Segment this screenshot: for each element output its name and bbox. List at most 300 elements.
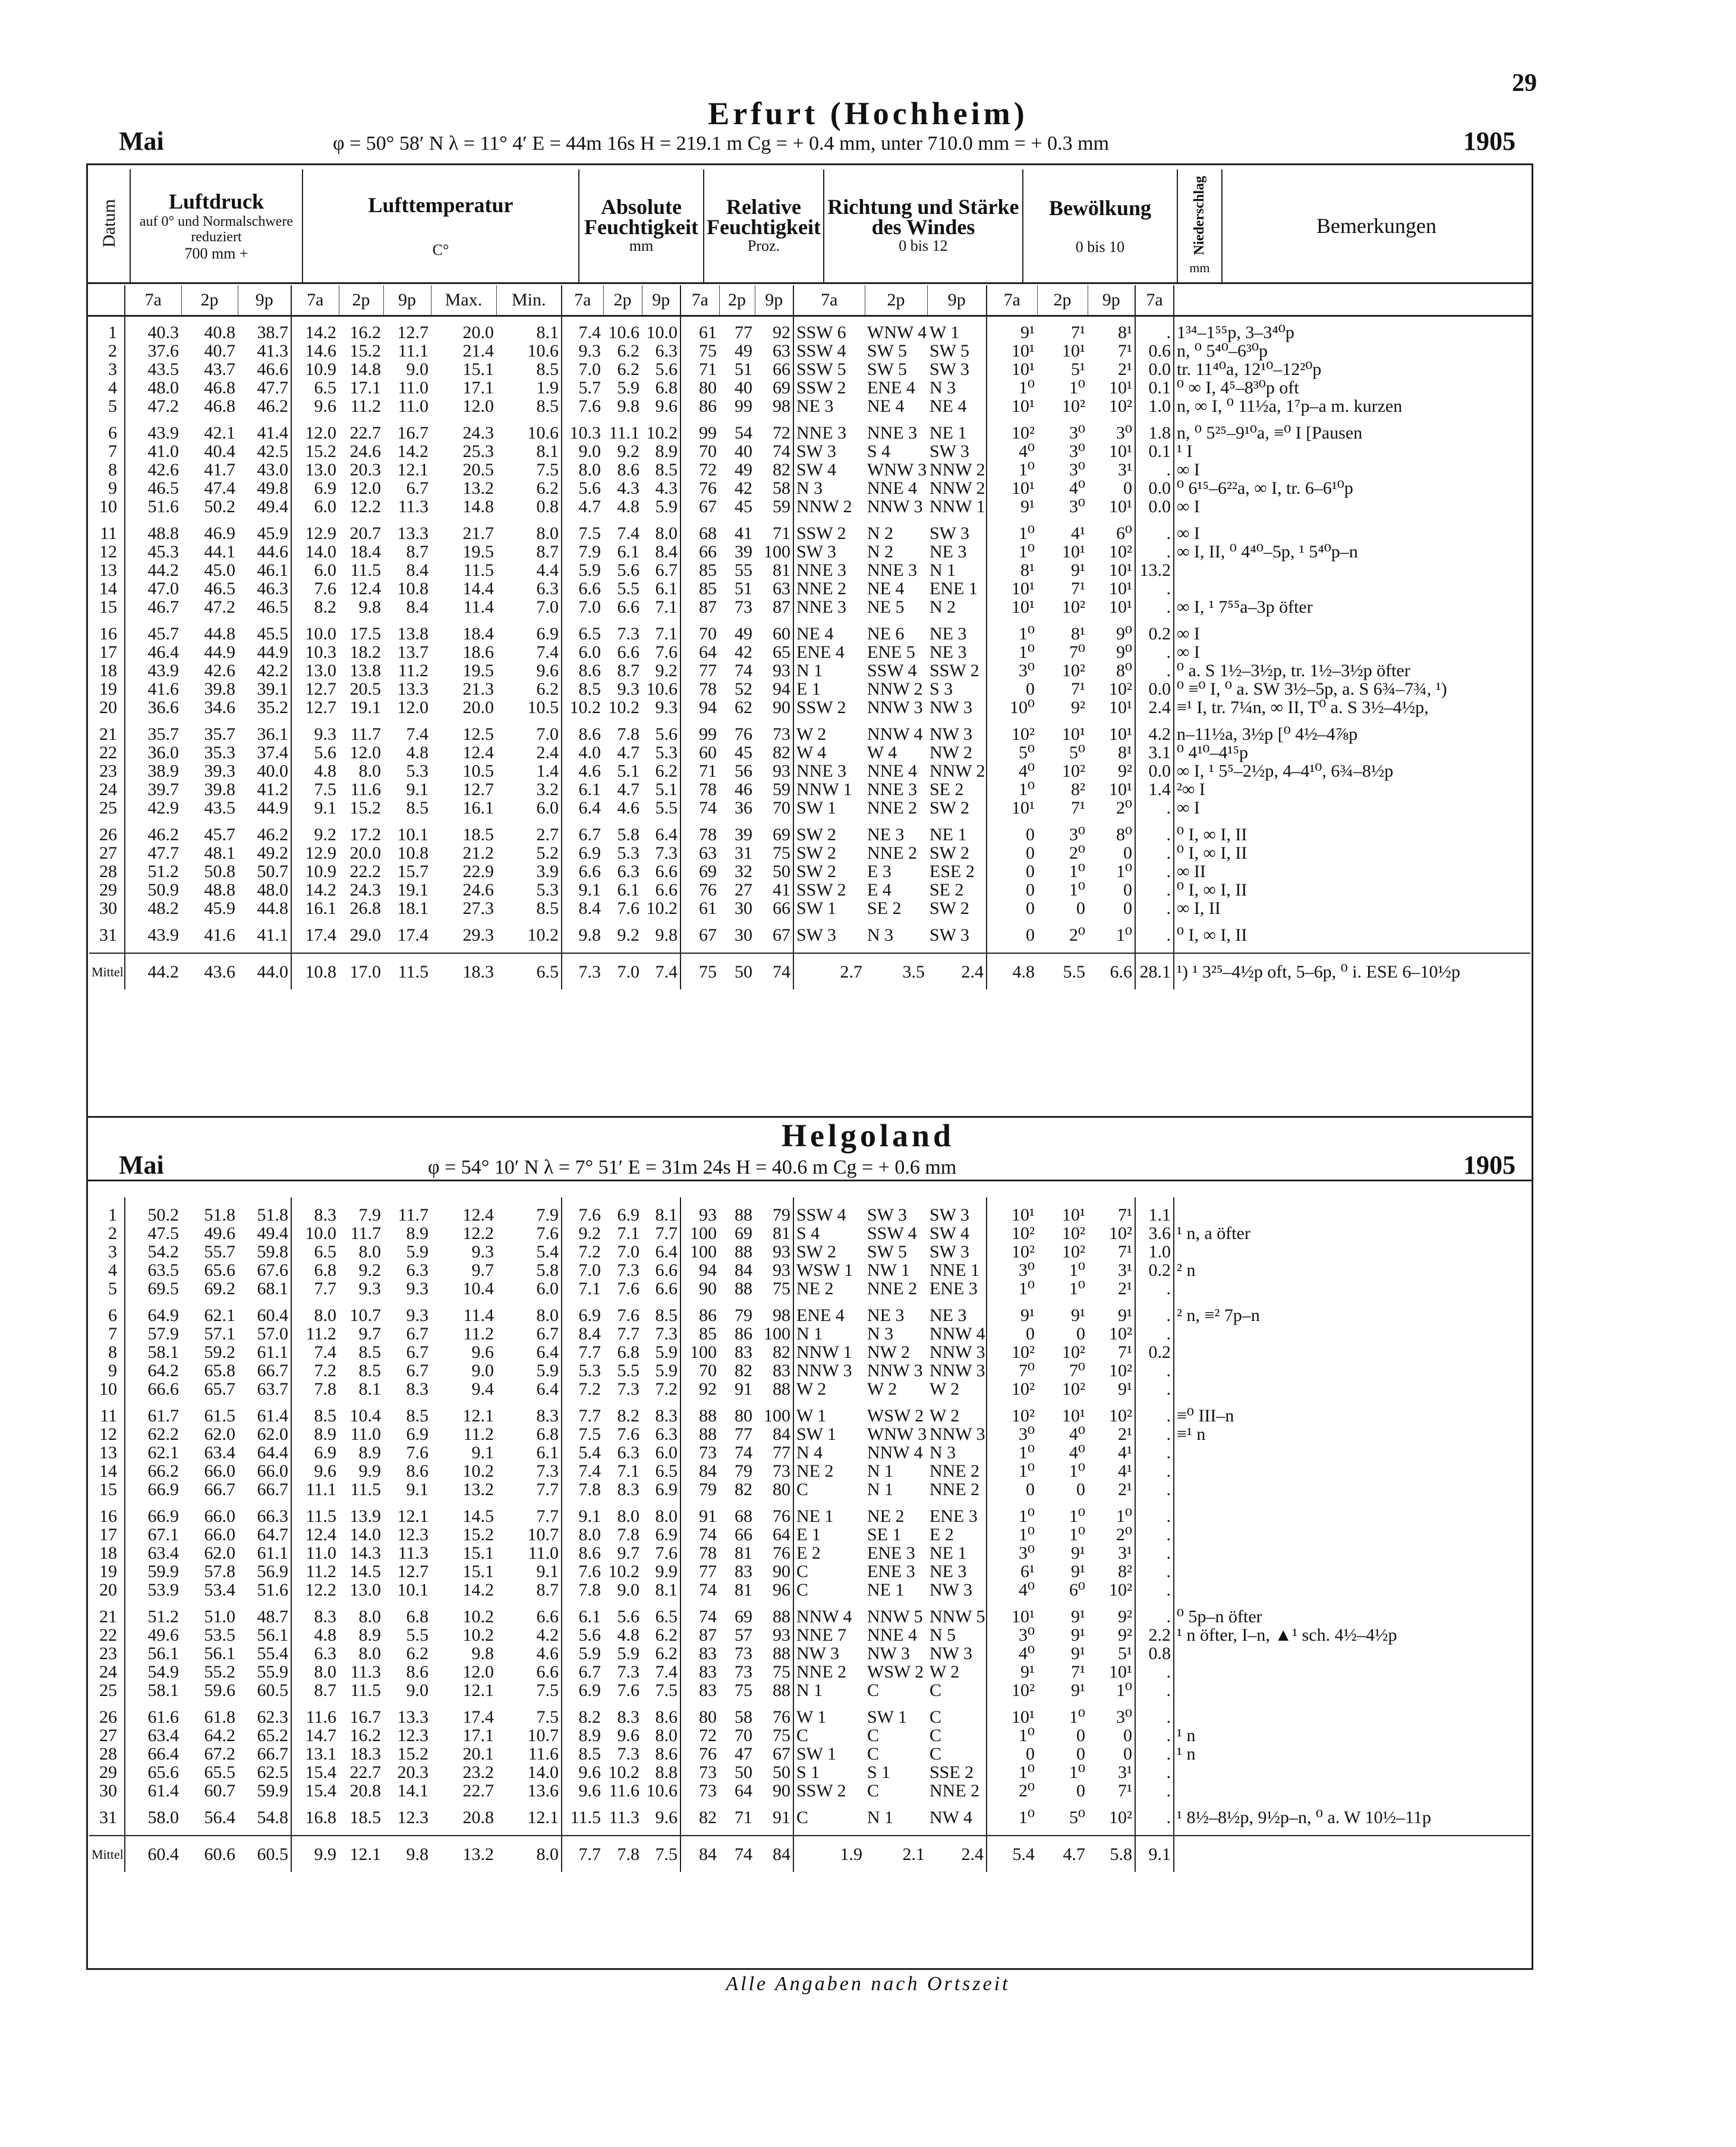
mean-value: 7.5	[642, 1836, 680, 1872]
value-cell: 12.0	[349, 743, 381, 762]
value-cell: 14.0	[349, 1525, 381, 1544]
value-cell: 100	[755, 543, 793, 561]
group-spacer	[89, 1800, 1530, 1808]
value-cell: 12.2	[462, 1224, 494, 1243]
value-cell: SW 1	[796, 1424, 836, 1444]
value-cell: 8²	[1071, 780, 1085, 799]
subheader-cell: 2p	[603, 285, 642, 315]
value-cell: 1⁰	[1018, 780, 1035, 799]
value-cell: 61.6	[147, 1707, 179, 1727]
value-cell: 9⁰	[1088, 643, 1135, 661]
value-cell: 11.6	[496, 1745, 562, 1763]
value-cell: 6.0	[496, 1279, 562, 1298]
value-cell: 7.1	[617, 1461, 639, 1481]
value-cell: 10.2	[608, 1562, 639, 1581]
value-cell: 76	[755, 1544, 793, 1562]
value-cell: 43.9	[147, 925, 179, 945]
value-cell: .	[1135, 1462, 1174, 1480]
value-cell: 30	[735, 925, 752, 945]
remark-cell	[1174, 1782, 1530, 1800]
value-cell: 61.8	[204, 1707, 235, 1727]
value-cell: 8.7	[406, 542, 429, 562]
value-cell: 66.0	[238, 1462, 291, 1480]
mean-value: 28.1	[1135, 953, 1174, 989]
value-cell: 7.7	[642, 1224, 680, 1243]
value-cell: 9.7	[617, 1543, 639, 1563]
value-cell: 46.3	[238, 579, 291, 598]
value-cell: NNE 4	[867, 478, 918, 498]
value-cell: 10²	[1062, 1224, 1085, 1243]
value-cell: 51.0	[204, 1607, 235, 1626]
mean-value: 7.8	[617, 1844, 639, 1864]
mean-value: 84	[699, 1844, 717, 1864]
value-cell: 8.0	[358, 1607, 381, 1626]
value-cell: 66.7	[238, 1361, 291, 1380]
value-cell: 11.3	[398, 497, 429, 516]
value-cell: 10²	[1012, 1242, 1035, 1262]
value-cell: 79	[699, 1480, 717, 1499]
table-row	[89, 1224, 1530, 1243]
value-cell: 88	[735, 1242, 752, 1262]
value-cell: 19.1	[349, 698, 381, 717]
value-cell: 90	[755, 1782, 793, 1800]
value-cell: 35.7	[147, 724, 179, 744]
value-cell: 60	[699, 743, 717, 762]
value-cell: 46.2	[238, 825, 291, 844]
table-row	[89, 625, 1530, 643]
value-cell: 50.9	[147, 880, 179, 900]
day-cell: 4	[89, 1261, 125, 1279]
value-cell: 55.4	[238, 1644, 291, 1663]
table-row	[89, 743, 1530, 762]
table-row	[89, 1626, 1530, 1644]
value-cell: 32	[735, 862, 752, 881]
value-cell: 13.2	[462, 478, 494, 498]
value-cell: 0.0	[1135, 497, 1174, 516]
value-cell: 7.1	[642, 625, 680, 643]
value-cell: 60.5	[238, 1681, 291, 1700]
value-cell: 8.1	[642, 1581, 680, 1599]
value-cell: 1.0	[1135, 1243, 1174, 1261]
value-cell: NE 4	[927, 397, 987, 415]
value-cell: 0	[1076, 898, 1085, 918]
day-cell: 30	[89, 899, 125, 918]
value-cell: 10²	[1088, 1581, 1135, 1599]
value-cell: 11.2	[350, 396, 381, 416]
value-cell: 81	[735, 1543, 752, 1563]
value-cell: 8.5	[406, 1406, 429, 1426]
table-row	[89, 1562, 1530, 1581]
value-cell: N 1	[796, 661, 823, 680]
value-cell: 88	[699, 1406, 717, 1426]
value-cell: 15.4	[305, 1763, 336, 1782]
value-cell: 86	[699, 396, 717, 416]
value-cell: 12.1	[462, 1681, 494, 1700]
value-cell: 9.8	[358, 597, 381, 617]
day-cell: 27	[89, 1726, 125, 1745]
value-cell: C	[867, 1781, 880, 1801]
value-cell: 7.8	[617, 1525, 639, 1544]
value-cell: 5.7	[578, 378, 601, 398]
value-cell: 5.9	[642, 497, 680, 516]
value-cell: 61.1	[238, 1544, 291, 1562]
value-cell: 10²	[1012, 724, 1035, 744]
value-cell: 88	[755, 1681, 793, 1700]
value-cell: .	[1135, 1607, 1174, 1626]
value-cell: 53.9	[147, 1580, 179, 1600]
value-cell: 63.4	[147, 1726, 179, 1745]
value-cell: 8.0	[578, 1525, 601, 1544]
value-cell: 62.5	[238, 1763, 291, 1782]
value-cell: 7.5	[578, 524, 601, 543]
value-cell: 21.4	[462, 341, 494, 361]
value-cell: .	[1135, 643, 1174, 661]
value-cell: 10¹	[1062, 1205, 1085, 1225]
value-cell: 65.7	[204, 1379, 235, 1399]
value-cell: 8.2	[617, 1406, 639, 1426]
value-cell: 67.1	[147, 1525, 179, 1544]
value-cell: 6.8	[617, 1342, 639, 1362]
value-cell: 88	[699, 1424, 717, 1444]
value-cell: .	[1135, 1507, 1174, 1525]
value-cell: 47.7	[147, 843, 179, 863]
value-cell: 12.0	[305, 423, 336, 443]
value-cell: 75	[699, 341, 717, 361]
value-cell: 8.5	[314, 1406, 336, 1426]
subheader-cell: 2p	[865, 285, 927, 315]
value-cell: 9¹	[1088, 1306, 1135, 1325]
value-cell: 10.1	[397, 1580, 429, 1600]
value-cell: 10.2	[462, 1607, 494, 1626]
value-cell: 14.3	[349, 1543, 381, 1563]
value-cell: SW 3	[927, 926, 987, 944]
value-cell: 9.9	[642, 1562, 680, 1581]
value-cell: 6.2	[496, 680, 562, 698]
subheader-cell: 2p	[1037, 285, 1088, 315]
value-cell: 7.7	[314, 1279, 336, 1298]
value-cell: 6.5	[642, 1607, 680, 1626]
remark-cell: ∞ I	[1177, 798, 1200, 818]
value-cell: 10¹	[1012, 1607, 1035, 1626]
day-cell: 13	[89, 1443, 125, 1462]
value-cell: 9¹	[1020, 323, 1035, 342]
value-cell: W 2	[927, 1380, 987, 1398]
value-cell: 6.2	[406, 1644, 429, 1663]
value-cell: 93	[755, 661, 793, 680]
value-cell: 7.5	[578, 1424, 601, 1444]
value-cell: 67	[755, 926, 793, 944]
value-cell: WSW 2	[867, 1406, 924, 1426]
subheader-cell: 9p	[642, 285, 680, 315]
value-cell: 41.6	[204, 925, 235, 945]
remark-cell: ∞ I, ¹ 7⁵⁵a–3p öfter	[1177, 597, 1313, 617]
day-cell: 22	[89, 743, 125, 762]
value-cell: NE 5	[867, 597, 905, 617]
value-cell: 64.4	[238, 1443, 291, 1462]
value-cell: 41.1	[238, 926, 291, 944]
value-cell: 6.9	[617, 1205, 639, 1225]
value-cell: 11.2	[305, 1562, 336, 1581]
value-cell: NE 6	[867, 624, 905, 644]
value-cell: 1⁰	[1018, 1461, 1035, 1481]
mean-value: 74	[755, 953, 793, 989]
value-cell: 0	[1088, 881, 1135, 899]
value-cell: 1⁰	[1069, 1260, 1085, 1280]
value-cell: 4⁰	[1018, 442, 1035, 461]
value-cell: 51	[735, 579, 752, 598]
helgoland-rule	[86, 1180, 1533, 1181]
value-cell: 63.4	[204, 1443, 235, 1462]
value-cell: 9.3	[406, 1279, 429, 1298]
day-cell: 23	[89, 1644, 125, 1663]
value-cell: 65.8	[204, 1361, 235, 1380]
remark-cell	[1174, 579, 1530, 598]
value-cell: 25.3	[462, 442, 494, 461]
table-row	[89, 1279, 1530, 1298]
value-cell: 9¹	[1088, 1380, 1135, 1398]
value-cell: NNW 3	[867, 497, 923, 516]
value-cell: 5.6	[578, 1625, 601, 1645]
value-cell: 13.0	[349, 1580, 381, 1600]
value-cell: 6.6	[578, 862, 601, 881]
value-cell: C	[927, 1726, 987, 1745]
table-row	[89, 1581, 1530, 1599]
value-cell: 0	[1076, 1726, 1085, 1745]
value-cell: N 4	[796, 1443, 823, 1462]
value-cell: 21.3	[462, 679, 494, 699]
value-cell: 7.8	[314, 1379, 336, 1399]
value-cell: NNE 3	[796, 761, 847, 781]
erfurt-title: Erfurt (Hochheim)	[708, 96, 1028, 131]
table-row	[89, 543, 1530, 561]
mean-value: 13.2	[462, 1844, 494, 1864]
value-cell: 10¹	[1088, 780, 1135, 799]
value-cell: 88	[735, 1205, 752, 1225]
subheader-cell: Min.	[496, 285, 562, 315]
subheader-cell: 9p	[755, 285, 793, 315]
value-cell: 74	[699, 1607, 717, 1626]
subheader-cell: 2p	[719, 285, 755, 315]
value-cell: 64.7	[238, 1525, 291, 1544]
value-cell: 9.6	[617, 1726, 639, 1745]
table-row	[89, 1462, 1530, 1480]
value-cell: 74	[735, 1443, 752, 1462]
value-cell: 11.2	[463, 1324, 494, 1344]
value-cell: SSW 5	[796, 360, 846, 379]
value-cell: N 1	[796, 1324, 823, 1344]
value-cell: 7.4	[617, 524, 639, 543]
value-cell: 9.1	[314, 798, 336, 818]
value-cell: 10¹	[1088, 1663, 1135, 1681]
value-cell: 42.2	[238, 661, 291, 680]
value-cell: NNE 2	[927, 1480, 987, 1499]
value-cell: 83	[735, 1562, 752, 1581]
table-row	[89, 1380, 1530, 1398]
value-cell: 5.8	[496, 1261, 562, 1279]
value-cell: 40.4	[204, 442, 235, 461]
value-cell: 11.7	[350, 1224, 381, 1243]
day-cell: 26	[89, 1708, 125, 1726]
value-cell: 80	[699, 1707, 717, 1727]
value-cell: 47.7	[238, 379, 291, 397]
value-cell: 13.0	[305, 460, 336, 480]
value-cell: 10¹	[1088, 698, 1135, 717]
group-spacer	[89, 1298, 1530, 1306]
value-cell: 7.7	[496, 1480, 562, 1499]
value-cell: 11.6	[350, 780, 381, 799]
value-cell: 90	[755, 1562, 793, 1581]
value-cell: 46.7	[147, 597, 179, 617]
table-row	[89, 1607, 1530, 1626]
value-cell: NNW 1	[927, 497, 987, 516]
value-cell: 5.5	[617, 579, 639, 598]
mean-value: 8.0	[496, 1836, 562, 1872]
value-cell: 2.2	[1135, 1626, 1174, 1644]
value-cell: 13.7	[397, 642, 429, 662]
value-cell: SW 3	[927, 1206, 987, 1224]
value-cell: 39.1	[238, 680, 291, 698]
remark-cell: ⁰ ∞ I, 4⁵–8³⁰p oft	[1177, 378, 1299, 398]
value-cell: 14.2	[305, 323, 336, 342]
table-row	[89, 762, 1530, 780]
value-cell: 5.1	[642, 780, 680, 799]
value-cell: .	[1135, 1708, 1174, 1726]
value-cell: 22.7	[349, 1763, 381, 1782]
value-cell: 42.5	[238, 442, 291, 461]
value-cell: 48.2	[147, 898, 179, 918]
value-cell: 7.6	[617, 1681, 639, 1700]
value-cell: 10.8	[397, 579, 429, 598]
value-cell: 91	[755, 1808, 793, 1827]
value-cell: 2⁰	[1088, 799, 1135, 817]
value-cell: 9.1	[578, 1506, 601, 1526]
value-cell: 9.1	[406, 1480, 429, 1499]
value-cell: 1⁰	[1088, 862, 1135, 881]
value-cell: ENE 3	[927, 1507, 987, 1525]
value-cell: 4.8	[406, 743, 429, 762]
day-cell: 11	[89, 1407, 125, 1425]
value-cell: 44.9	[238, 799, 291, 817]
value-cell: ENE 4	[867, 378, 915, 398]
value-cell: 9²	[1071, 698, 1085, 717]
value-cell: 22.7	[349, 423, 381, 443]
value-cell: 0	[1026, 1744, 1035, 1764]
value-cell: SW 1	[867, 1707, 907, 1727]
group-spacer	[89, 817, 1530, 825]
value-cell: 7.3	[617, 1662, 639, 1682]
value-cell: 100	[690, 1342, 717, 1362]
mean-value: 9.1	[1135, 1836, 1174, 1872]
table-row	[89, 379, 1530, 397]
value-cell: 3⁰	[1069, 423, 1085, 443]
value-cell: 59.8	[238, 1243, 291, 1261]
value-cell: NE 1	[927, 424, 987, 442]
value-cell: 7.0	[578, 1260, 601, 1280]
erfurt-month: Mai	[119, 127, 164, 156]
value-cell: 0	[1088, 1745, 1135, 1763]
value-cell: 36	[735, 798, 752, 818]
value-cell: NNW 3	[927, 1343, 987, 1361]
value-cell: 68.1	[238, 1279, 291, 1298]
value-cell: 39.7	[147, 780, 179, 799]
value-cell: 4¹	[1088, 1462, 1135, 1480]
value-cell: 42.6	[204, 661, 235, 680]
value-cell: 6.9	[496, 625, 562, 643]
value-cell: 37.6	[147, 341, 179, 361]
value-cell: 59.6	[204, 1681, 235, 1700]
value-cell: NE 1	[867, 1580, 905, 1600]
subheader-cell: 7a	[987, 285, 1037, 315]
value-cell: 44.8	[238, 899, 291, 918]
value-cell: C	[927, 1708, 987, 1726]
value-cell: .	[1135, 1808, 1174, 1827]
value-cell: SE 2	[927, 881, 987, 899]
table-row	[89, 1763, 1530, 1782]
value-cell: 0.2	[1135, 1343, 1174, 1361]
value-cell: 87	[755, 598, 793, 616]
value-cell: 4.8	[617, 1625, 639, 1645]
value-cell: NNE 4	[867, 1625, 918, 1645]
value-cell: 6.2	[642, 1626, 680, 1644]
value-cell: 10²	[1062, 661, 1085, 680]
value-cell: 63.4	[147, 1543, 179, 1563]
value-cell: N 1	[927, 561, 987, 579]
value-cell: 77	[735, 323, 752, 342]
value-cell: 1⁰	[1069, 1525, 1085, 1544]
table-row	[89, 1361, 1530, 1380]
value-cell: 47.5	[147, 1224, 179, 1243]
value-cell: 7.0	[496, 725, 562, 743]
remark-cell: ⁰ 4¹⁰–4¹⁵p	[1177, 743, 1248, 762]
subheader-cell: 9p	[238, 285, 291, 315]
value-cell: 45.3	[147, 542, 179, 562]
value-cell: 3.2	[496, 780, 562, 799]
day-cell: 1	[89, 1206, 125, 1224]
value-cell: 1⁰	[1069, 1279, 1085, 1298]
value-cell: 13.0	[305, 661, 336, 680]
value-cell: .	[1135, 1726, 1174, 1745]
value-cell: 10.2	[642, 424, 680, 442]
value-cell: 39.8	[204, 780, 235, 799]
value-cell: 10.2	[462, 1461, 494, 1481]
value-cell: 10.9	[305, 862, 336, 881]
value-cell: 74	[735, 661, 752, 680]
value-cell: N 1	[796, 1681, 823, 1700]
value-cell: 85	[699, 560, 717, 580]
value-cell: 100	[755, 1325, 793, 1343]
value-cell: 14.4	[462, 579, 494, 598]
value-cell: 6.7	[578, 825, 601, 844]
day-cell: 21	[89, 1607, 125, 1626]
value-cell: 81	[755, 561, 793, 579]
value-cell: 11.3	[609, 1808, 639, 1827]
page-number: 29	[1512, 70, 1537, 97]
value-cell: 0	[1076, 1744, 1085, 1764]
table-row	[89, 1443, 1530, 1462]
value-cell: SW 5	[867, 341, 907, 361]
mean-value: 75	[699, 961, 717, 982]
value-cell: 10.7	[496, 1726, 562, 1745]
value-cell: 3⁰	[1018, 1260, 1035, 1280]
value-cell: 16.2	[349, 323, 381, 342]
value-cell: 9.3	[314, 724, 336, 744]
value-cell: 10²	[1062, 1242, 1085, 1262]
value-cell: 6.4	[496, 1343, 562, 1361]
value-cell: 16.8	[305, 1808, 336, 1827]
value-cell: NE 3	[867, 825, 905, 844]
table-row	[89, 1480, 1530, 1499]
helgoland-year: 1905	[1463, 1150, 1516, 1180]
